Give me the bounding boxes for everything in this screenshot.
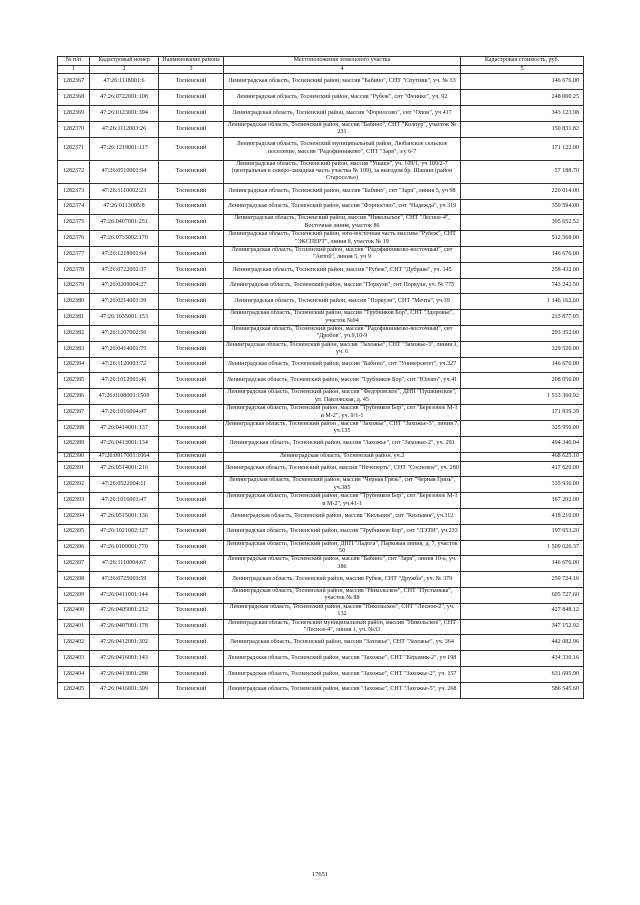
location-cell: Ленинградская область, Тосненский район, массив "Трубников Бор", снт "Юлово", уч.41 [224, 373, 461, 389]
table-row [58, 137, 584, 160]
location-cell: Ленинградская область, Тосненский район, массив "Форносово", снт "Надежда", уч 319 [224, 199, 461, 215]
row-number-cell: 1282383 [58, 341, 90, 357]
location-cell: Ленинградская область, Тосненский район, массив "Захожье", СНТ "Захожье", уч. 364 [224, 635, 461, 651]
district-cell: Тосненский [159, 666, 224, 682]
cadastral-number-cell: 47:26:0722002:37 [90, 262, 159, 278]
cadastral-number-cell: 47:26:0214001:39 [90, 294, 159, 310]
cadastral-cost-cell: 631 695.90 [461, 666, 584, 682]
table-row [58, 461, 584, 477]
district-cell: Тосненский [159, 420, 224, 436]
row-number-cell: 1282389 [58, 436, 90, 452]
cadastral-cost-cell: 325 950.00 [461, 420, 584, 436]
cadastral-number-cell: 47:26:0407001:178 [90, 619, 159, 635]
location-cell: Ленинградская область, Тосненский район, массив "Трубников Бор", снт "Березовое М-1 и М-2", уч.41-1 [224, 493, 461, 509]
cadastral-cost-cell: 335 936.00 [461, 477, 584, 493]
district-cell: Тосненский [159, 493, 224, 509]
cadastral-cost-cell: 258 432.00 [461, 262, 584, 278]
district-cell: Тосненский [159, 215, 224, 231]
district-cell: Тосненский [159, 452, 224, 461]
cadastral-cost-cell: 586 545.60 [461, 682, 584, 698]
row-number-cell: 1282367 [58, 74, 90, 90]
table-row [58, 121, 584, 137]
cadastral-value-table [57, 56, 584, 699]
cadastral-number-cell: 47:26:1021002:127 [90, 524, 159, 540]
table-row [58, 341, 584, 357]
district-cell: Тосненский [159, 682, 224, 698]
location-cell: Ленинградская область, Тосненский район, массив Рубеж, СНТ "Дружба", уч. № 379 [224, 572, 461, 588]
location-cell: Ленинградская область, Тосненский район, массив "Рубеж", СНТ "Дубрава", уч. 145 [224, 262, 461, 278]
cadastral-number-cell: 47:26:1218001:64 [90, 247, 159, 263]
location-cell: Ленинградская область, Тосненский район, массив "Радофинниково-восточный", снт "Автоб", линия 5, уч 9 [224, 247, 461, 263]
district-cell: Тосненский [159, 247, 224, 263]
row-number-cell: 1282392 [58, 477, 90, 493]
district-cell: Тосненский [159, 326, 224, 342]
cadastral-number-cell: 47:26:0416001:143 [90, 651, 159, 667]
cadastral-cost-cell: 512 568.00 [461, 231, 584, 247]
column-numbers-row [58, 66, 584, 74]
table-row [58, 587, 584, 603]
cadastral-number-cell: 47:26:1035001:153 [90, 310, 159, 326]
cadastral-cost-cell: 57 188.70 [461, 160, 584, 183]
cadastral-cost-cell: 146 676.00 [461, 74, 584, 90]
district-cell: Тосненский [159, 137, 224, 160]
row-number-cell: 1282397 [58, 556, 90, 572]
location-cell: Ленинградская область, Тосненский район, массив "Поркузи", СНТ "Мечта", уч.39 [224, 294, 461, 310]
district-cell: Тосненский [159, 294, 224, 310]
cadastral-cost-cell: 146 676.00 [461, 247, 584, 263]
cadastral-number-cell: 47:26:0722001:108 [90, 90, 159, 106]
table-row [58, 405, 584, 421]
location-cell: Ленинградская область, Тосненский район, массив "Кюльвия", снт "Кюльвия", уч.112 [224, 508, 461, 524]
table-row [58, 326, 584, 342]
location-cell: Ленинградская область, Тосненский район, уч.2 [224, 452, 461, 461]
location-cell: Ленинградская область, Тосненский район, массив "Захожье", СНТ "Захожье-2", уч. 157 [224, 666, 461, 682]
location-cell: Ленинградская область, Тосненский район, массив "Черная Грязь", снт "Черная Грязь", уч.385 [224, 477, 461, 493]
cadastral-number-cell: 47:26:0416001:309 [90, 682, 159, 698]
cadastral-cost-cell: 171 122.00 [461, 137, 584, 160]
cadastral-cost-cell: 350 594.00 [461, 199, 584, 215]
table-row [58, 183, 584, 199]
district-cell: Тосненский [159, 651, 224, 667]
location-cell: Ленинградская область, Тосненский район, массив "Бабино", снт "Университет", уч.327 [224, 357, 461, 373]
row-number-cell: 1282404 [58, 666, 90, 682]
district-cell: Тосненский [159, 262, 224, 278]
cadastral-cost-cell: 197 653.20 [461, 524, 584, 540]
row-number-cell: 1282394 [58, 508, 90, 524]
cadastral-number-cell: 47:26:1012001:46 [90, 373, 159, 389]
district-cell: Тосненский [159, 183, 224, 199]
location-cell: Ленинградская область, Тосненский район, массив "Трубников Бор", снт "ЛЭТИ", уч.233 [224, 524, 461, 540]
header-district-name: Наименование района [159, 57, 224, 66]
header-location: Местоположение земельного участка [224, 57, 461, 66]
table-row [58, 420, 584, 436]
district-cell: Тосненский [159, 121, 224, 137]
cadastral-cost-cell: 417 620.00 [461, 461, 584, 477]
cadastral-number-cell: 47:26:0413001:288 [90, 666, 159, 682]
row-number-cell: 1282372 [58, 160, 90, 183]
cadastral-number-cell: 47:26:0413001:134 [90, 436, 159, 452]
row-number-cell: 1282403 [58, 651, 90, 667]
district-cell: Тосненский [159, 540, 224, 556]
location-cell: Ленинградская область, Тосненский муниципальный район, Любанское сельское поселение, массив "Радофинниково", СНТ "Заря", з/у 6-7 [224, 137, 461, 160]
cadastral-number-cell: 47:26:0123001:394 [90, 106, 159, 122]
row-number-cell: 1282380 [58, 294, 90, 310]
cadastral-cost-cell: 146 676.00 [461, 556, 584, 572]
cadastral-number-cell: 47:26:0209004:27 [90, 278, 159, 294]
row-number-cell: 1282385 [58, 373, 90, 389]
district-cell: Тосненский [159, 373, 224, 389]
row-number-cell: 1282399 [58, 587, 90, 603]
location-cell: Ленинградская область, Тосненский район, массив "Трубников Бор", снт "Березовое М-1 и М-2", уч. 9/1-1 [224, 405, 461, 421]
location-cell: Ленинградская область, Тосненский район, массив "Поркузи", снт Поркузи, уч. № 775 [224, 278, 461, 294]
table-row [58, 572, 584, 588]
district-cell: Тосненский [159, 341, 224, 357]
table-row [58, 524, 584, 540]
district-cell: Тосненский [159, 310, 224, 326]
location-cell: Ленинградская область, Тосненский район, массив "Бабино", снт "Заря", линия 5, уч 98 [224, 183, 461, 199]
location-cell: Ленинградская область, Тосненский район, массив "Федоровское", ДНП "Пушкинское", ул. Павловская, д. 45 [224, 389, 461, 405]
row-number-cell: 1282378 [58, 262, 90, 278]
row-number-cell: 1282391 [58, 461, 90, 477]
location-cell: Ленинградская область, Тосненский район, массив "Нечеперть", СНТ "Сосновое", уч. 280 [224, 461, 461, 477]
district-cell: Тосненский [159, 278, 224, 294]
cadastral-number-cell: 47:26:1112003:26 [90, 121, 159, 137]
row-number-cell: 1282398 [58, 572, 90, 588]
cadastral-cost-cell: 171 939.39 [461, 405, 584, 421]
location-cell: Ленинградская область, Тосненский район, массив "Бабино", СНТ "Колпур", участок № 231 [224, 121, 461, 137]
table-row [58, 247, 584, 263]
cadastral-number-cell: 47:26:0407001:251 [90, 215, 159, 231]
table-row [58, 294, 584, 310]
cadastral-number-cell: 47:26:1016001:47 [90, 493, 159, 509]
district-cell: Тосненский [159, 461, 224, 477]
table-row [58, 90, 584, 106]
table-row [58, 540, 584, 556]
cadastral-cost-cell: 208 056.00 [461, 373, 584, 389]
location-cell: Ленинградская область, Тосненский район, массив "Бабино", СНТ "Спутник", уч. № 33 [224, 74, 461, 90]
table-row [58, 389, 584, 405]
cadastral-cost-cell: 167 202.00 [461, 493, 584, 509]
district-cell: Тосненский [159, 357, 224, 373]
cadastral-cost-cell: 1 509 626.37 [461, 540, 584, 556]
cadastral-cost-cell: 293 352.00 [461, 326, 584, 342]
district-cell: Тосненский [159, 587, 224, 603]
district-cell: Тосненский [159, 572, 224, 588]
row-number-cell: 1282386 [58, 389, 90, 405]
row-number-cell: 1282387 [58, 405, 90, 421]
district-cell: Тосненский [159, 556, 224, 572]
table-row [58, 278, 584, 294]
row-number-cell: 1282388 [58, 420, 90, 436]
location-cell: Ленинградская область, Тосненский район, массив "Захожье", СНТ "Захожье-3", линия 1, уч. 6 [224, 341, 461, 357]
header-cadastral-cost: Кадастровая стоимость, руб. [461, 57, 584, 66]
cadastral-cost-cell: 605 727.60 [461, 587, 584, 603]
location-cell: Ленинградская область, Тосненский район, ДНП "Ладога", Парковая линия, д. 7, участок 50 [224, 540, 461, 556]
column-number: 2 [90, 66, 159, 74]
row-number-cell: 1282369 [58, 106, 90, 122]
cadastral-cost-cell: 1 533 360.92 [461, 389, 584, 405]
location-cell: Ленинградская область, Тосненский район , массив "Захожье", СНТ "Захожье-5", линия 7, уч.135 [225, 420, 459, 435]
cadastral-number-cell: 47:26:0113005:8 [90, 199, 159, 215]
table-row [58, 666, 584, 682]
row-number-cell: 1282390 [58, 452, 90, 461]
cadastral-cost-cell: 259 724.16 [461, 572, 584, 588]
district-cell: Тосненский [159, 524, 224, 540]
row-number-cell: 1282376 [58, 231, 90, 247]
table-row [58, 74, 584, 90]
table-row [58, 231, 584, 247]
table-row [58, 357, 584, 373]
cadastral-cost-cell: 248 000.25 [461, 90, 584, 106]
cadastral-cost-cell: 347 152.92 [461, 619, 584, 635]
location-cell: Ленинградская область, Тосненский район, массив "Бабино", снт "Заря", линия 10-а, уч. 386 [224, 556, 461, 572]
location-cell: Ленинградская область, Тосненский район, массив "Радофинниково-восточный", снт "Дробов", уч.9,10-9 [224, 326, 461, 342]
cadastral-cost-cell: 233 877.05 [461, 310, 584, 326]
cadastral-number-cell: 47:26:0414001:137 [90, 420, 159, 436]
location-cell: Ленинградская область, Тосненский район, массив "Рубеж", снт "Феникс", уч. 92 [224, 90, 461, 106]
location-cell: Ленинградская область, Тосненский район, юго-восточная часть массива "Рубеж", СНТ "ЭКСПЕРТ", линия 8, участок № 19 [224, 231, 461, 247]
table-row [58, 556, 584, 572]
row-number-cell: 1282379 [58, 278, 90, 294]
district-cell: Тосненский [159, 106, 224, 122]
table-row [58, 619, 584, 635]
table-row [58, 635, 584, 651]
cadastral-number-cell: 47:26:0108001:1509 [90, 389, 159, 405]
location-cell: Ленинградская область, Тосненский район, массив "Трубников Бор", СНТ "Здоровье", участок №94 [224, 310, 461, 326]
cadastral-cost-cell: 418 210.00 [461, 508, 584, 524]
table-row [58, 215, 584, 231]
table-row [58, 603, 584, 619]
location-cell: Ленинградская область, Тосненский район, массив "Форносово", снт "Опон", уч 417 [224, 106, 461, 122]
cadastral-cost-cell: 395 652.52 [461, 215, 584, 231]
district-cell: Тосненский [159, 436, 224, 452]
district-cell: Тосненский [159, 477, 224, 493]
cadastral-number-cell: 47:26:0510001:94 [90, 160, 159, 183]
cadastral-number-cell: 47:26:0109001:770 [90, 540, 159, 556]
cadastral-cost-cell: 1 146 162.60 [461, 294, 584, 310]
location-cell: Ленинградская область, Тосненский район, массив "Никольское", СНТ "Лесное-4", Восточная линия, участок 86 [224, 215, 461, 231]
location-cell: Ленинградская область, Тосненский район, массив "Никольское", СНТ "Пустынька", участок № 88 [224, 587, 461, 603]
district-cell: Тосненский [159, 508, 224, 524]
table-row [58, 262, 584, 278]
column-number: 5 [461, 66, 584, 74]
cadastral-cost-cell: 329 520.00 [461, 341, 584, 357]
location-cell: Ленинградская область, Тосненский район, массив "Ушаки", уч. 109/1, уч 109/2-7 (центральная и северо-западная часть участка № 109), за выездом бр. Шашин (район Старосельо) [224, 160, 461, 183]
cadastral-number-cell: 47:26:1219001:117 [90, 137, 159, 160]
column-number: 1 [58, 66, 90, 74]
row-number-cell: 1282373 [58, 183, 90, 199]
column-number: 4 [224, 66, 461, 74]
location-cell: Ленинградская область, Тосненский район, массив "Захожье", СНТ "Захожье-5", уч. 268 [224, 682, 461, 698]
cadastral-number-cell: 47:26:1016004:47 [90, 405, 159, 421]
header-row-number: № п/п [58, 57, 90, 66]
cadastral-number-cell: 47:26:0412001:302 [90, 635, 159, 651]
table-row [58, 508, 584, 524]
location-cell: Ленинградская область, Тосненский район, массив "Захожье", СНТ "Керамик-2", уч 198 [224, 651, 461, 667]
cadastral-cost-cell: 220 014.00 [461, 183, 584, 199]
row-number-cell: 1282374 [58, 199, 90, 215]
district-cell: Тосненский [159, 635, 224, 651]
table-row [58, 106, 584, 122]
table-row [58, 452, 584, 461]
cadastral-number-cell: 47:26:0725003:59 [90, 572, 159, 588]
row-number-cell: 1282405 [58, 682, 90, 698]
row-number-cell: 1282384 [58, 357, 90, 373]
cadastral-number-cell: 47:26:0917001:1064 [90, 452, 159, 461]
cadastral-number-cell: 47:26:1120003:72 [90, 357, 159, 373]
cadastral-number-cell: 47:26:1118001:6 [90, 74, 159, 90]
row-number-cell: 1282401 [58, 619, 90, 635]
table-header-row [58, 57, 584, 66]
location-cell: Ленинградская область, Тосненский район, массив "Захожье", снт "Захожье-2", уч. 291 [224, 436, 461, 452]
district-cell: Тосненский [159, 90, 224, 106]
table-row [58, 160, 584, 183]
cadastral-number-cell: 47:26:0522004:11 [90, 477, 159, 493]
table-row [58, 436, 584, 452]
row-number-cell: 1282370 [58, 121, 90, 137]
district-cell: Тосненский [159, 405, 224, 421]
district-cell: Тосненский [159, 199, 224, 215]
cadastral-cost-cell: 146 676.00 [461, 357, 584, 373]
cadastral-cost-cell: 427 848.12 [461, 603, 584, 619]
cadastral-number-cell: 47:26:0414001:75 [90, 341, 159, 357]
row-number-cell: 1282393 [58, 493, 90, 509]
district-cell: Тосненский [159, 160, 224, 183]
cadastral-number-cell: 47:26:1110004:67 [90, 556, 159, 572]
cadastral-number-cell: 47:26:0405001:212 [90, 603, 159, 619]
cadastral-number-cell: 47:26:0514001:216 [90, 461, 159, 477]
table-row [58, 477, 584, 493]
row-number-cell: 1282368 [58, 90, 90, 106]
table-row [58, 199, 584, 215]
column-number: 3 [159, 66, 224, 74]
table-row [58, 373, 584, 389]
location-cell: Ленинградская область, Тосненский район, массив "Никольское", СНТ "Лесное-2", уч. 132 [224, 603, 461, 619]
cadastral-number-cell: 47:26:1207002:56 [90, 326, 159, 342]
cadastral-cost-cell: 494 346.04 [461, 436, 584, 452]
row-number-cell: 1282396 [58, 540, 90, 556]
district-cell: Тосненский [159, 231, 224, 247]
header-cadastral-number: Кадастровый номер [90, 57, 159, 66]
district-cell: Тосненский [159, 603, 224, 619]
row-number-cell: 1282371 [58, 137, 90, 160]
cadastral-cost-cell: 468 625.10 [461, 452, 584, 461]
district-cell: Тосненский [159, 619, 224, 635]
table-row [58, 651, 584, 667]
cadastral-cost-cell: 442 082.96 [461, 635, 584, 651]
cadastral-number-cell: 47:26:0515001:136 [90, 508, 159, 524]
cadastral-cost-cell: 434 330.16 [461, 651, 584, 667]
page-number: 17651 [311, 871, 329, 878]
cadastral-number-cell: 47:26:1110002:23 [90, 183, 159, 199]
table-row [58, 310, 584, 326]
district-cell: Тосненский [159, 389, 224, 405]
table-row [58, 493, 584, 509]
cadastral-cost-cell: 743 242.50 [461, 278, 584, 294]
table-body [58, 74, 584, 698]
cadastral-number-cell: 47:26:0733002:170 [90, 231, 159, 247]
district-cell: Тосненский [159, 74, 224, 90]
cadastral-cost-cell: 343 123.98 [461, 106, 584, 122]
row-number-cell: 1282382 [58, 326, 90, 342]
row-number-cell: 1282381 [58, 310, 90, 326]
location-cell: Ленинградская область, Тосненский муниципальный район, массив "Никольское", СНТ "Лесное-4", линия 1, уч. №33 [224, 619, 461, 635]
cadastral-table-container [57, 56, 583, 699]
row-number-cell: 1282395 [58, 524, 90, 540]
row-number-cell: 1282377 [58, 247, 90, 263]
cadastral-cost-cell: 150 831.82 [461, 121, 584, 137]
row-number-cell: 1282400 [58, 603, 90, 619]
table-row [58, 682, 584, 698]
row-number-cell: 1282402 [58, 635, 90, 651]
cadastral-number-cell: 47:26:0411001:144 [90, 587, 159, 603]
row-number-cell: 1282375 [58, 215, 90, 231]
